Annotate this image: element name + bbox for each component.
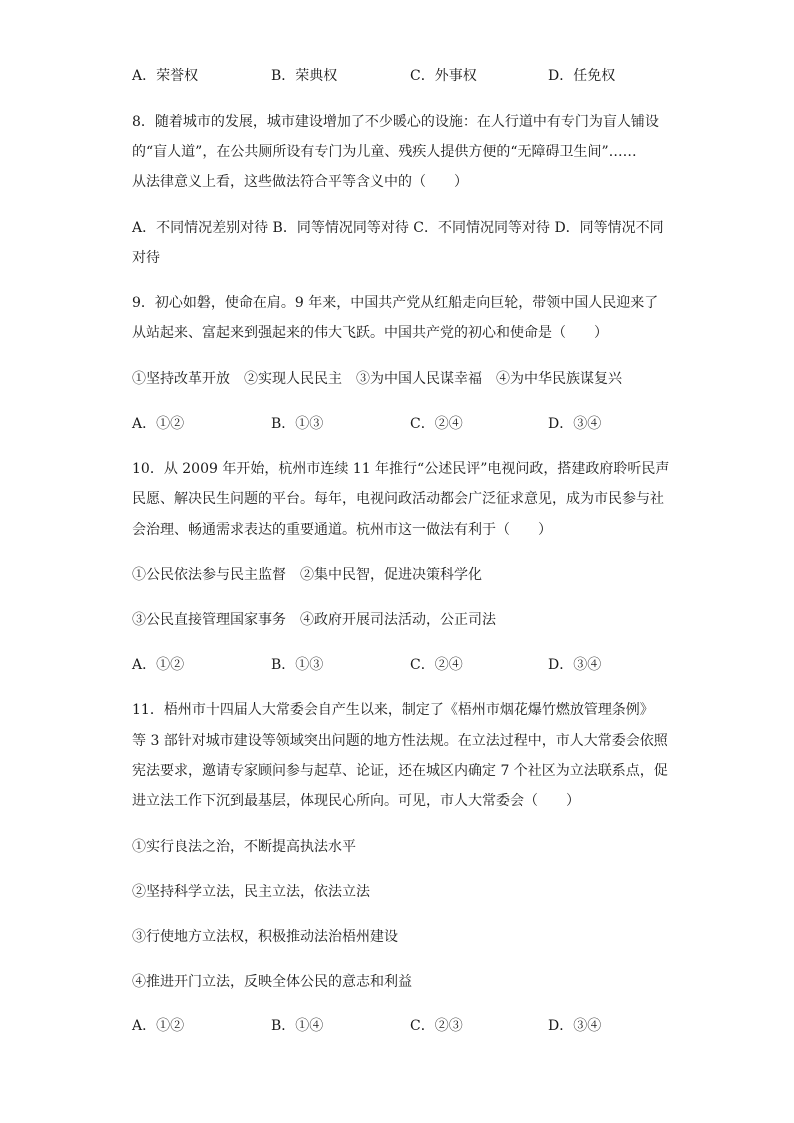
- q11-option-b[interactable]: B．①④: [271, 1018, 324, 1034]
- q10-stem-line-1: 10．从 2009 年开始，杭州市连续 11 年推行“公述民评”电视问政，搭建政府聆听民声: [132, 461, 670, 477]
- q10-option-a[interactable]: A．①②: [132, 657, 185, 673]
- q7-option-c[interactable]: C．外事权: [410, 68, 477, 84]
- q11-choice-line-2: ②坚持科学立法，民主立法，依法立法: [132, 884, 370, 900]
- q9-option-a[interactable]: A．①②: [132, 416, 185, 432]
- q11-choice-line-4: ④推进开门立法，反映全体公民的意志和利益: [132, 974, 412, 990]
- q10-choice-line-1: ①公民依法参与民主监督 ②集中民智，促进决策科学化: [132, 567, 482, 583]
- q10-stem-line-3: 会治理、畅通需求表达的重要通道。杭州市这一做法有利于（ ）: [132, 522, 552, 538]
- q9-options: [132, 415, 672, 433]
- q9-choices: ①坚持改革开放 ②实现人民民主 ③为中国人民谋幸福 ④为中华民族谋复兴: [132, 371, 622, 387]
- q7-option-b[interactable]: B．荣典权: [271, 68, 338, 84]
- q11-stem-line-4: 进立法工作下沉到最基层，体现民心所向。可见，市人大常委会（ ）: [132, 793, 580, 809]
- q11-choice-line-3: ③行使地方立法权，积极推动法治梧州建设: [132, 929, 398, 945]
- q10-option-d[interactable]: D．③④: [548, 657, 602, 673]
- q8-options-line-1[interactable]: A．不同情况差别对待 B．同等情况同等对待 C．不同情况同等对待 D．同等情况不同: [132, 220, 664, 236]
- q9-option-b[interactable]: B．①③: [271, 416, 324, 432]
- q10-option-c[interactable]: C．②④: [410, 657, 463, 673]
- q10-stem-line-2: 民愿、解决民生问题的平台。每年，电视问政活动都会广泛征求意见，成为市民参与社: [132, 491, 664, 507]
- q10-options: [132, 656, 672, 674]
- q11-stem-line-2: 等 3 部针对城市建设等领域突出问题的地方性法规。在立法过程中，市人大常委会依照: [132, 733, 668, 749]
- q10-choice-line-2: ③公民直接管理国家事务 ④政府开展司法活动，公正司法: [132, 612, 496, 628]
- q9-option-c[interactable]: C．②④: [410, 416, 463, 432]
- q11-stem-line-3: 宪法要求，邀请专家顾问参与起草、论证，还在城区内确定 7 个社区为立法联系点，促: [132, 763, 668, 779]
- q8-stem-line-3: 从法律意义上看，这些做法符合平等含义中的（ ）: [132, 174, 468, 190]
- q11-option-c[interactable]: C．②③: [410, 1018, 463, 1034]
- q9-stem-line-2: 从站起来、富起来到强起来的伟大飞跃。中国共产党的初心和使命是（ ）: [132, 325, 608, 341]
- q7-option-a[interactable]: A．荣誉权: [132, 68, 199, 84]
- q11-option-d[interactable]: D．③④: [548, 1018, 602, 1034]
- q9-option-d[interactable]: D．③④: [548, 416, 602, 432]
- q11-option-a[interactable]: A．①②: [132, 1018, 185, 1034]
- q8-options-line-2: 对待: [132, 250, 160, 266]
- q10-option-b[interactable]: B．①③: [271, 657, 324, 673]
- q11-stem-line-1: 11．梧州市十四届人大常委会自产生以来，制定了《梧州市烟花爆竹燃放管理条例》: [132, 702, 654, 718]
- q9-stem-line-1: 9．初心如磐，使命在肩。9 年来，中国共产党从红船走向巨轮，带领中国人民迎来了: [132, 295, 659, 311]
- q7-options: [132, 67, 672, 85]
- q8-stem-line-2: 的“盲人道”，在公共厕所设有专门为儿童、残疾人提供方便的“无障碍卫生间”……: [132, 144, 637, 160]
- q11-options: [132, 1017, 672, 1035]
- q7-option-d[interactable]: D．任免权: [548, 68, 616, 84]
- q11-choice-line-1: ①实行良法之治，不断提高执法水平: [132, 839, 356, 855]
- q8-stem-line-1: 8．随着城市的发展，城市建设增加了不少暖心的设施：在人行道中有专门为盲人铺设: [132, 114, 659, 130]
